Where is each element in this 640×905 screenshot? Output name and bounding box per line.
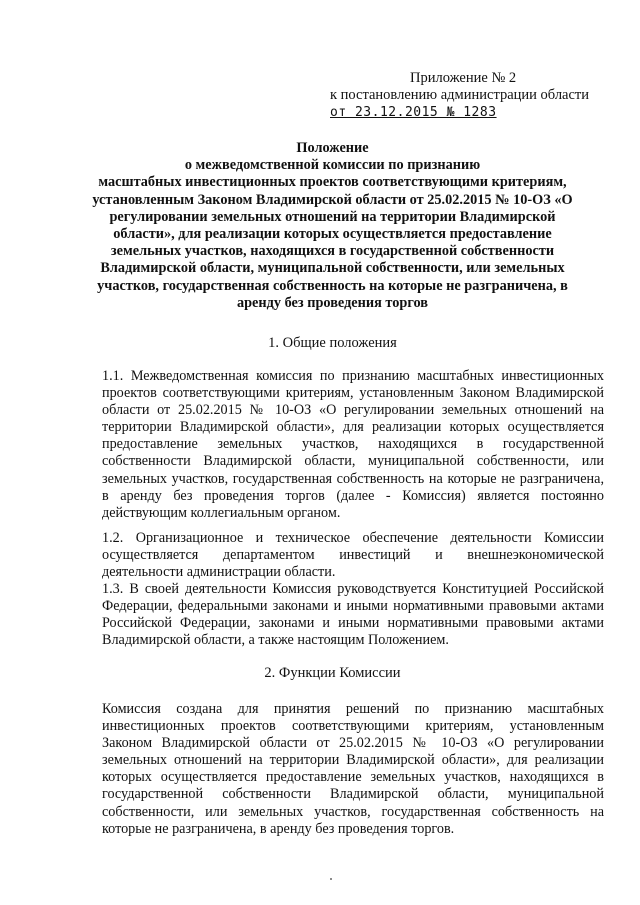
title-line: земельных участков, находящихся в государственной собственности [110,243,555,260]
appendix-number: Приложение № 2 [410,70,517,86]
title-line: регулировании земельных отношений на территории Владимирской [109,208,556,225]
paragraph-1-1: 1.1. Межведомственная комиссия по признанию масштабных инвестиционных проектов соответствующими критериям, установленным Законом Владимирской области от 25.02.2015 № 10-ОЗ «О регулировании земельных отношений на территории Владимирской области», для реализации которых осуществляется предоставление земельных участков, находящихся в государственной собственности Владимирской области, муниципальной собственности, или земельных участков, государственная собственность на которые не разграничена, в аренду без проведения торгов (далее - Комиссия) является постоянно действующим коллегиальным органом. [102,368,604,521]
document-title [60,140,605,312]
section-heading-general: 1. Общие положения [268,335,397,351]
title-line: аренду без проведения торгов [236,294,429,311]
appendix-reference: к постановлению администрации области [330,87,590,103]
paragraph-1-2: 1.2. Организационное и техническое обеспечение деятельности Комиссии осуществляется департаментом инвестиций и внешнеэкономической деятельности администрации области. [102,530,604,581]
paragraph-2: Комиссия создана для принятия решений по признанию масштабных инвестиционных проектов соответствующими критериям, установленным Законом Владимирской области от 25.02.2015 № 10-ОЗ «О регулировании земельных отношений на территории Владимирской области», для реализации которых осуществляется предоставление земельных участков, находящихся в государственной собственности Владимирской области, муниципальной собственности, или земельных участков, государственная собственность на которые не разграничена, в аренду без проведения торгов. [102,701,604,837]
title-line: о межведомственной комиссии по признанию [184,157,481,174]
scan-speck [330,878,332,880]
title-line: области», для реализации которых осуществляется предоставление [113,226,552,243]
title-line: установленным Законом Владимирской области от 25.02.2015 № 10-ОЗ «О [92,191,573,208]
appendix-date-number: от 23.12.2015 № 1283 [330,105,497,120]
title-line: Положение [296,140,369,156]
title-line: масштабных инвестиционных проектов соответствующими критериям, [98,174,567,191]
title-line: Владимирской области, муниципальной собственности, или земельных [100,260,565,277]
appendix-header [330,70,620,121]
section-heading-functions: 2. Функции Комиссии [264,665,401,681]
title-line: участков, государственная собственность на которые не разграничена, в [97,277,568,294]
paragraph-1-3: 1.3. В своей деятельности Комиссия руководствуется Конституцией Российской Федерации, федеральными законами и иными нормативными правовыми актами Российской Федерации, законами и иными нормативными правовыми актами Владимирской области, а также настоящим Положением. [102,581,604,649]
